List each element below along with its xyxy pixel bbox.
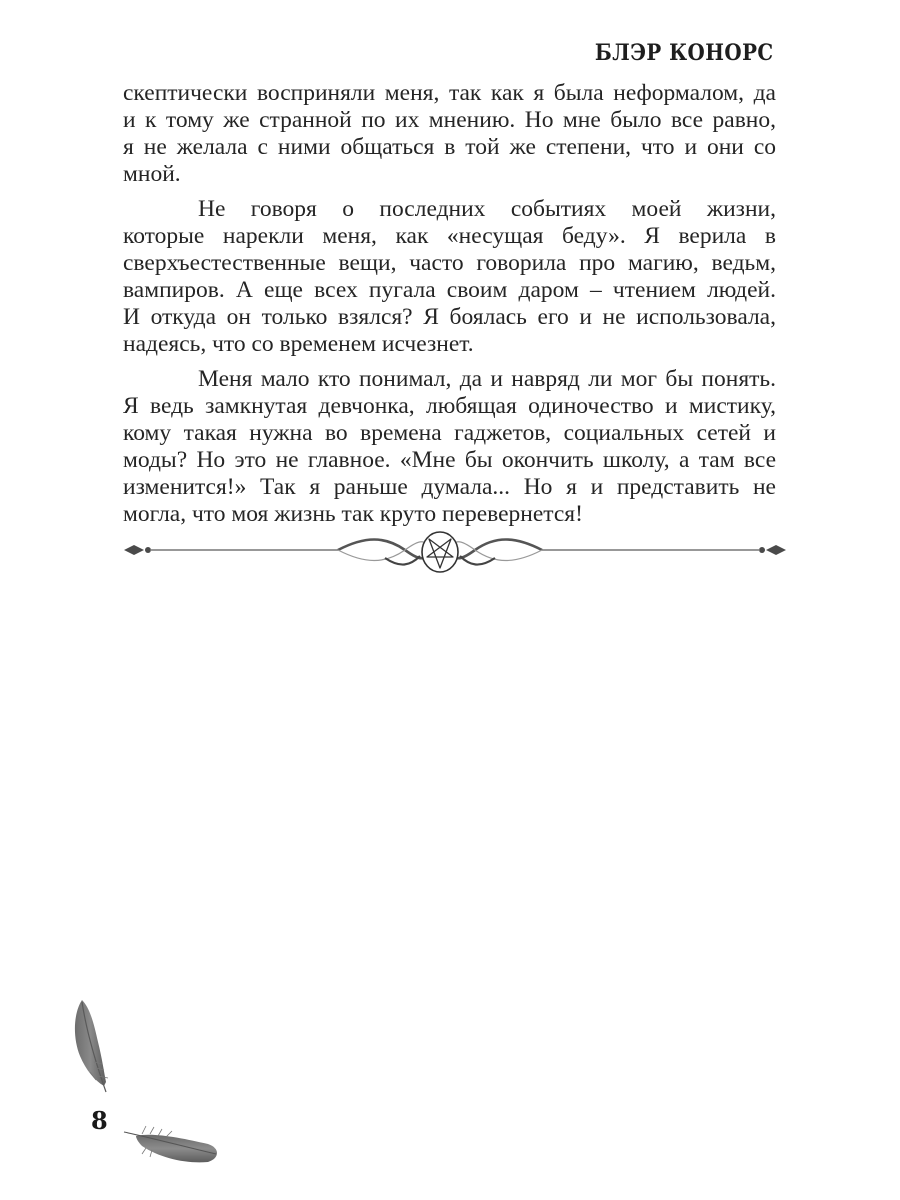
text-line: мной.: [123, 161, 181, 187]
text-line: изменится!» Так я раньше думала... Но я и представить не: [123, 474, 776, 500]
text-line: моды? Но это не главное. «Мне бы окончить школу, а там все: [123, 447, 776, 473]
text-line: могла, что моя жизнь так круто перевернется!: [123, 501, 583, 527]
pentagram-divider-icon: [120, 528, 790, 576]
text-line: надеясь, что со временем исчезнет.: [123, 331, 474, 357]
running-head-author: БЛЭР КОНОРС: [595, 40, 774, 66]
paragraph-3: [123, 366, 776, 528]
text-line: вампиров. А еще всех пугала своим даром – чтением людей.: [123, 277, 776, 303]
text-line: И откуда он только взялся? Я боялась его и не использовала,: [123, 304, 776, 330]
text-line: которые нарекли меня, как «несущая беду». Я верила в: [123, 223, 776, 249]
feather-icon: [122, 1124, 222, 1168]
body-text: [123, 80, 776, 536]
feather-icon: [70, 998, 114, 1094]
paragraph-2: [123, 196, 776, 358]
text-line: и к тому же странной по их мнению. Но мне было все равно,: [123, 107, 776, 133]
page-number: 8: [91, 1106, 108, 1135]
text-line: Меня мало кто понимал, да и навряд ли мог бы понять.: [198, 366, 776, 392]
text-line: сверхъестественные вещи, часто говорила про магию, ведьм,: [123, 250, 776, 276]
text-line: кому такая нужна во времена гаджетов, социальных сетей и: [123, 420, 776, 446]
text-line: я не желала с ними общаться в той же степени, что и они со: [123, 134, 776, 160]
paragraph-1: [123, 80, 776, 188]
text-line: Я ведь замкнутая девчонка, любящая одиночество и мистику,: [123, 393, 776, 419]
text-line: Не говоря о последних событиях моей жизни,: [198, 196, 776, 222]
text-line: скептически восприняли меня, так как я была неформалом, да: [123, 80, 776, 106]
